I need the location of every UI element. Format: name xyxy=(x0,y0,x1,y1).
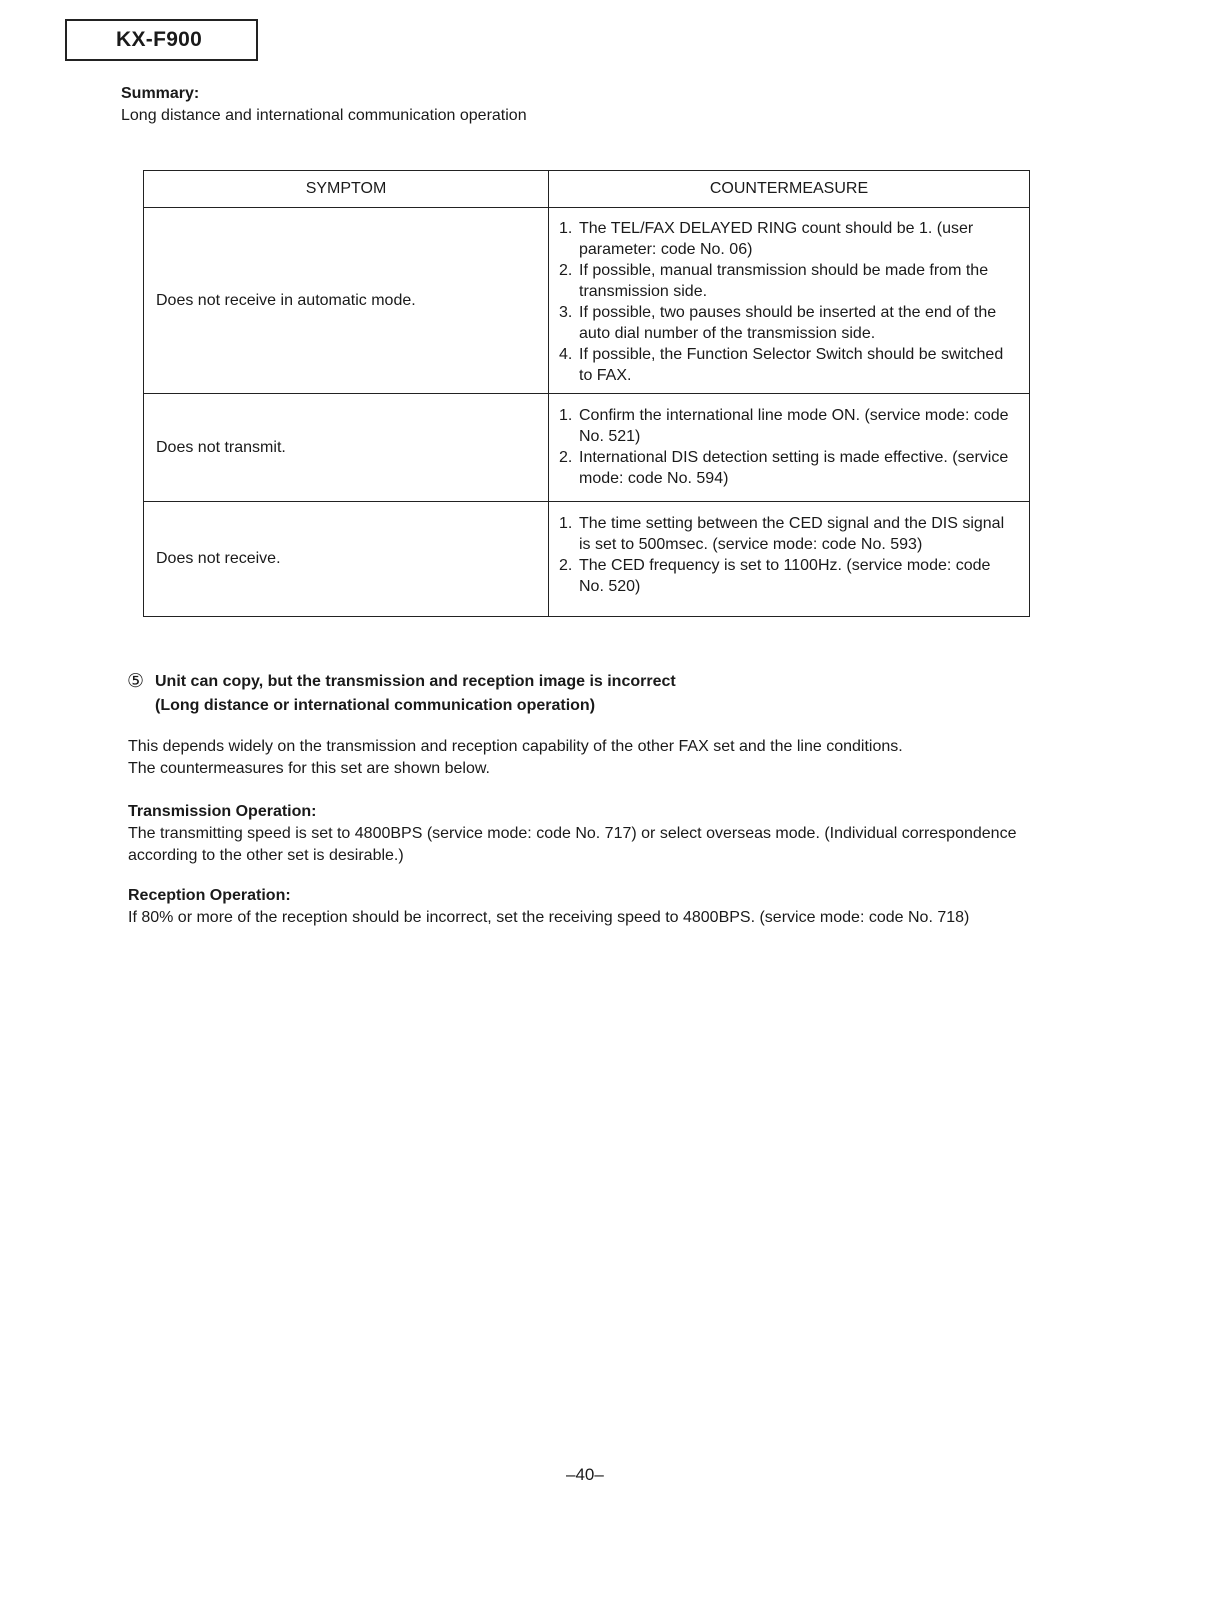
countermeasure-header: COUNTERMEASURE xyxy=(709,180,869,197)
item-number: 3. xyxy=(559,304,573,321)
item-number: 1. xyxy=(559,407,573,424)
section-number: ⑤ xyxy=(127,671,145,692)
item-number: 2. xyxy=(559,449,573,466)
item-number: 4. xyxy=(559,346,573,363)
countermeasure-item xyxy=(559,218,1013,260)
countermeasure-item xyxy=(559,344,1013,386)
transmission-text: The transmitting speed is set to 4800BPS (service mode: code No. 717) or select overseas mode. (Individual correspondence according to the other set is desirable.) xyxy=(128,825,1017,864)
troubleshooting-table xyxy=(143,170,1030,617)
symptom-cell: Does not receive. xyxy=(144,502,549,616)
symptom-cell: Does not receive in automatic mode. xyxy=(144,208,549,393)
summary-section xyxy=(121,83,527,127)
item-text: If possible, manual transmission should be made from the transmission side. xyxy=(579,262,989,300)
transmission-heading: Transmission Operation: xyxy=(128,803,317,820)
intro-line2: The countermeasures for this set are shown below. xyxy=(128,760,490,777)
model-label: KX-F900 xyxy=(116,28,203,51)
summary-text: Long distance and international communication operation xyxy=(121,107,527,124)
symptom-cell: Does not transmit. xyxy=(144,394,549,501)
table-row xyxy=(144,393,1029,501)
countermeasure-cell xyxy=(549,502,1029,616)
transmission-section xyxy=(128,801,1068,867)
model-label-box xyxy=(65,19,258,61)
section-title-line1: Unit can copy, but the transmission and reception image is incorrect xyxy=(155,673,676,690)
item-text: The time setting between the CED signal and the DIS signal is set to 500msec. (service mode: code No. 593) xyxy=(579,515,1005,553)
section-title-line2: (Long distance or international communication operation) xyxy=(155,697,596,714)
item-text: International DIS detection setting is made effective. (service mode: code No. 594) xyxy=(579,449,1009,487)
table-row xyxy=(144,207,1029,393)
countermeasure-item xyxy=(559,555,1013,597)
item-number: 2. xyxy=(559,557,573,574)
page-number: –40– xyxy=(566,1465,604,1484)
countermeasure-item xyxy=(559,260,1013,302)
reception-section xyxy=(128,885,1068,929)
item-text: Confirm the international line mode ON. (service mode: code No. 521) xyxy=(579,407,1009,445)
reception-text: If 80% or more of the reception should be incorrect, set the receiving speed to 4800BPS. (service mode: code No. 718) xyxy=(128,909,970,926)
item-text: The CED frequency is set to 1100Hz. (service mode: code No. 520) xyxy=(579,557,991,595)
item-number: 1. xyxy=(559,220,573,237)
section-5-heading xyxy=(127,670,676,718)
item-text: The TEL/FAX DELAYED RING count should be 1. (user parameter: code No. 06) xyxy=(579,220,974,258)
table-header-row xyxy=(144,171,1029,207)
countermeasure-cell xyxy=(549,394,1029,501)
countermeasure-item xyxy=(559,513,1013,555)
item-number: 2. xyxy=(559,262,573,279)
table-row xyxy=(144,501,1029,616)
item-text: If possible, two pauses should be inserted at the end of the auto dial number of the transmission side. xyxy=(579,304,997,342)
symptom-header: SYMPTOM xyxy=(144,171,549,207)
countermeasure-item xyxy=(559,405,1013,447)
countermeasure-item xyxy=(559,447,1013,489)
reception-heading: Reception Operation: xyxy=(128,887,291,904)
item-number: 1. xyxy=(559,515,573,532)
countermeasure-item xyxy=(559,302,1013,344)
countermeasure-cell xyxy=(549,208,1029,393)
summary-label: Summary: xyxy=(121,85,200,102)
intro-line1: This depends widely on the transmission and reception capability of the other FAX set and the line conditions. xyxy=(128,738,903,755)
item-text: If possible, the Function Selector Switch should be switched to FAX. xyxy=(579,346,1004,384)
intro-paragraph xyxy=(128,736,1068,780)
